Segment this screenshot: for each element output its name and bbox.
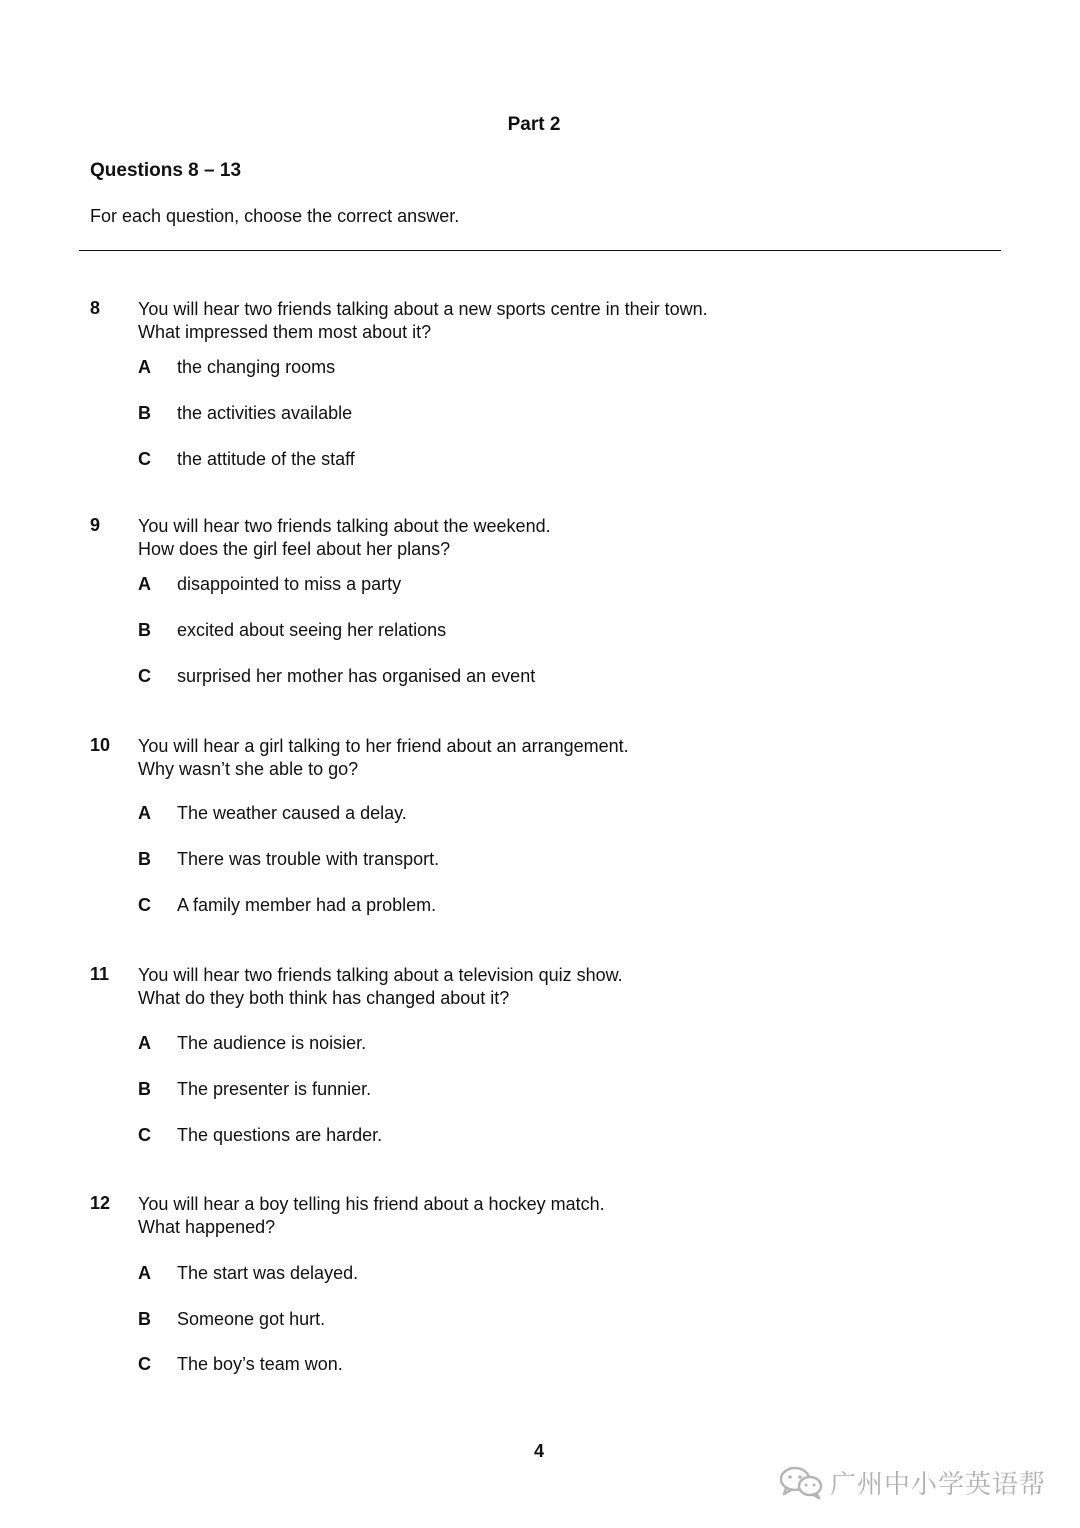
question-number: 9 (90, 515, 101, 535)
question-number: 8 (90, 298, 101, 318)
option-letter: C (138, 449, 151, 469)
option-text: the activities available (177, 403, 353, 423)
option-letter: B (138, 1309, 151, 1329)
option-letter: A (138, 1263, 151, 1283)
watermark-text: 广州中小学英语帮 (830, 1469, 1047, 1500)
question-text (138, 1193, 605, 1239)
question-line: You will hear two friends talking about a television quiz show. (138, 965, 623, 985)
question-line: You will hear a girl talking to her friend about an arrangement. (138, 736, 629, 756)
question-text (138, 964, 623, 1010)
option-letter: C (138, 895, 151, 915)
option-text: The questions are harder. (177, 1125, 383, 1145)
option-letter: A (138, 357, 151, 377)
question-line: You will hear a boy telling his friend about a hockey match. (138, 1194, 605, 1214)
instruction-text: For each question, choose the correct answer. (90, 206, 460, 226)
option-letter: C (138, 1125, 151, 1145)
option-text: There was trouble with transport. (177, 849, 440, 869)
divider-line (79, 250, 1001, 251)
option-text: disappointed to miss a party (177, 574, 402, 594)
option-text: The audience is noisier. (177, 1033, 367, 1053)
option-text: The presenter is funnier. (177, 1079, 372, 1099)
question-text (138, 298, 708, 344)
option-text: The start was delayed. (177, 1263, 359, 1283)
page-number: 4 (533, 1441, 544, 1461)
question-line: You will hear two friends talking about the weekend. (138, 516, 551, 536)
question-line: What do they both think has changed about it? (138, 988, 510, 1008)
option-text: Someone got hurt. (177, 1309, 326, 1329)
option-text: A family member had a problem. (177, 895, 437, 915)
option-text: excited about seeing her relations (177, 620, 447, 640)
question-line: Why wasn’t she able to go? (138, 759, 359, 779)
option-letter: A (138, 1033, 151, 1053)
option-letter: A (138, 574, 151, 594)
question-line: How does the girl feel about her plans? (138, 539, 451, 559)
question-text (138, 515, 551, 561)
option-text: the changing rooms (177, 357, 336, 377)
option-letter: C (138, 666, 151, 686)
question-line: What impressed them most about it? (138, 322, 432, 342)
option-letter: C (138, 1354, 151, 1374)
question-number: 10 (90, 735, 111, 755)
option-text: The weather caused a delay. (177, 803, 407, 823)
wechat-icon (778, 1464, 824, 1500)
question-text (138, 735, 629, 781)
question-number: 11 (90, 964, 110, 984)
question-line: What happened? (138, 1217, 276, 1237)
watermark (778, 1462, 1046, 1502)
option-letter: B (138, 1079, 151, 1099)
questions-range: Questions 8 – 13 (90, 160, 242, 181)
part-title: Part 2 (507, 114, 561, 135)
question-number: 12 (90, 1193, 111, 1213)
option-letter: B (138, 620, 151, 640)
option-text: The boy’s team won. (177, 1354, 343, 1374)
option-letter: B (138, 849, 151, 869)
option-text: the attitude of the staff (177, 449, 355, 469)
question-line: You will hear two friends talking about a new sports centre in their town. (138, 299, 708, 319)
option-text: surprised her mother has organised an event (177, 666, 536, 686)
option-letter: A (138, 803, 151, 823)
option-letter: B (138, 403, 151, 423)
